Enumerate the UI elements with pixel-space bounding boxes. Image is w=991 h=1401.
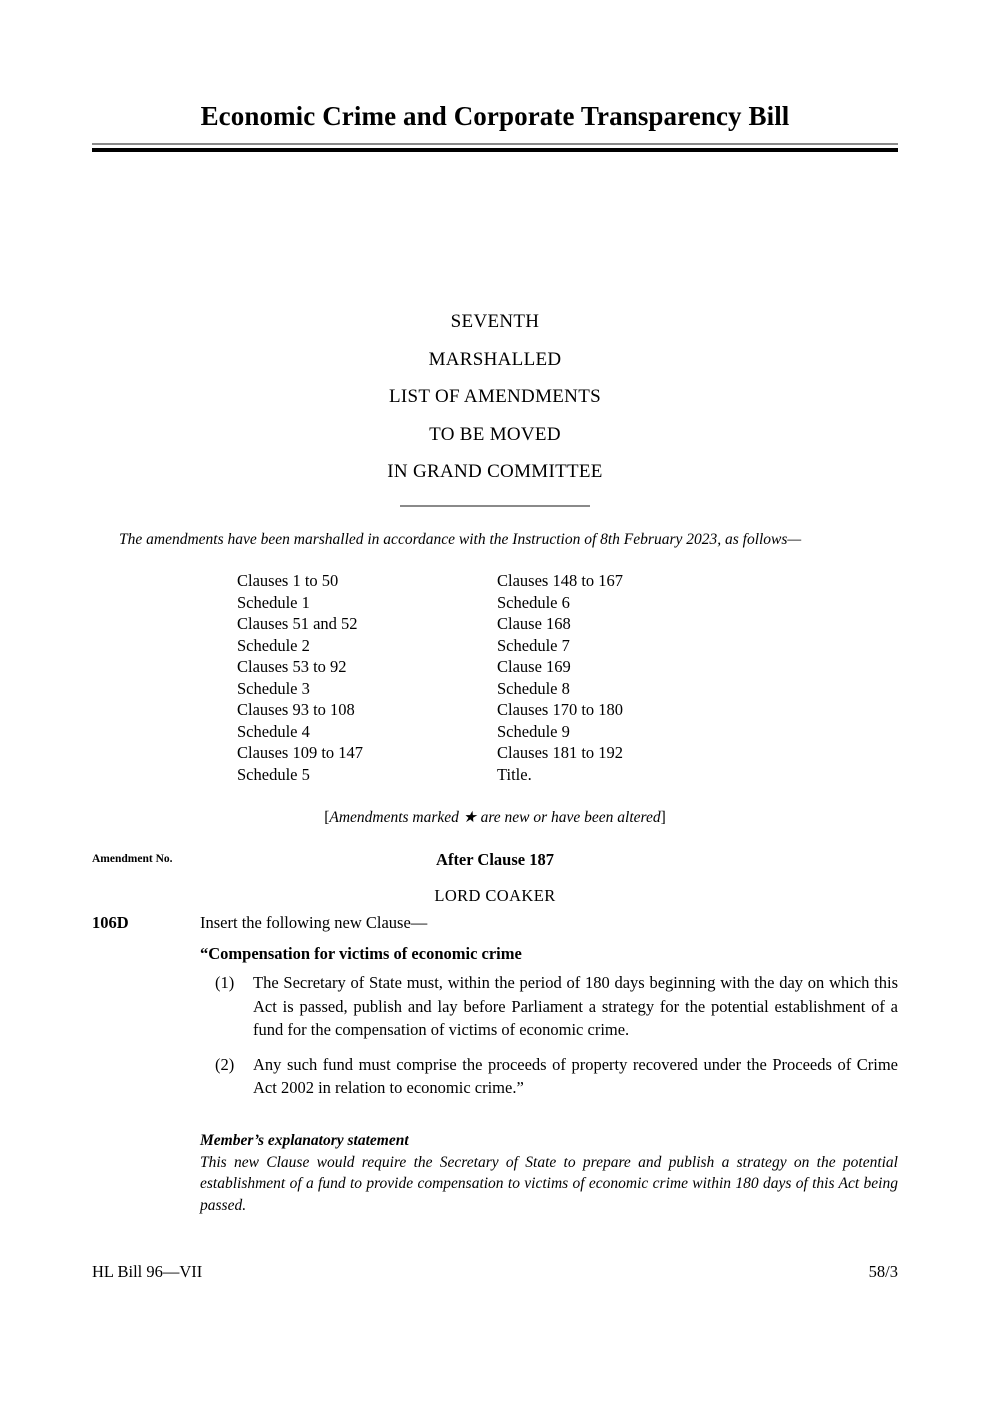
subsection — [215, 1053, 898, 1100]
clause-list-cell: Clause 168 — [497, 614, 571, 633]
title-rule-thick — [92, 148, 898, 152]
page-title: Economic Crime and Corporate Transparency Bill — [200, 101, 790, 131]
after-clause-heading: After Clause 187 — [436, 850, 554, 869]
clause-list-cell: Schedule 6 — [497, 592, 570, 612]
clause-list-cell: Schedule 4 — [237, 721, 310, 741]
clause-list-cell: Clauses 1 to 50 — [237, 571, 339, 590]
subsection-text: Any such fund must comprise the proceeds of property recovered under the Proceeds of Crime Act 2002 in relation to economic crime.” — [253, 1054, 898, 1097]
clause-list-cell: Title. — [497, 764, 532, 784]
clause-list-cell: Clauses 51 and 52 — [237, 614, 358, 633]
title-double-rule — [92, 143, 898, 152]
clause-list-row — [237, 592, 757, 614]
page-number: 58/3 — [868, 1262, 898, 1281]
clause-list-cell: Schedule 2 — [237, 635, 310, 655]
new-clause-heading: “Compensation for victims of economic crime — [200, 944, 522, 963]
new-clause-subsections — [215, 971, 898, 1111]
clause-order-list — [237, 570, 757, 785]
clause-list-cell: Schedule 1 — [237, 592, 310, 612]
explanatory-statement — [200, 1130, 898, 1216]
clause-list-row — [237, 721, 757, 743]
clause-list-row — [237, 656, 757, 678]
clause-list-row — [237, 678, 757, 700]
list-headings — [92, 303, 898, 491]
clause-list-row — [237, 742, 757, 764]
bill-reference: HL Bill 96—VII — [92, 1262, 203, 1281]
heading-line-to-be-moved: TO BE MOVED — [429, 423, 561, 445]
clause-list-cell: Clauses 181 to 192 — [497, 743, 624, 762]
heading-line-in-grand-committee: IN GRAND COMMITTEE — [387, 461, 603, 482]
star-legend-text: Amendments marked ★ are new or have been altered — [329, 809, 661, 826]
clause-list-cell: Clauses 53 to 92 — [237, 657, 347, 676]
clause-list-cell: Clauses 170 to 180 — [497, 700, 624, 719]
heading-line-list-of-amendments: LIST OF AMENDMENTS — [389, 386, 601, 407]
heading-line-seventh: SEVENTH — [450, 311, 540, 332]
subsection-text: The Secretary of State must, within the period of 180 days beginning with the day on which this Act is passed, publish and lay before Parliament a strategy for the potential establishment of a fund for the compensation of victims of economic crime. — [253, 973, 898, 1039]
star-legend — [92, 808, 898, 827]
clause-list-cell: Clause 169 — [497, 657, 571, 676]
clause-list-cell: Clauses 148 to 167 — [497, 571, 624, 590]
subsection — [215, 971, 898, 1042]
clause-list-cell: Schedule 7 — [497, 635, 570, 655]
clause-list-row — [237, 613, 757, 635]
clause-list-cell: Schedule 9 — [497, 721, 570, 741]
clause-list-cell: Clauses 109 to 147 — [237, 743, 364, 762]
insert-instruction: Insert the following new Clause— — [200, 913, 428, 932]
amendment-number-column-label: Amendment No. — [92, 853, 173, 865]
clause-list-row — [237, 699, 757, 721]
clause-list-cell: Clauses 93 to 108 — [237, 700, 355, 719]
section-divider — [400, 505, 590, 507]
page-footer — [92, 1262, 898, 1282]
amendment-number: 106D — [92, 913, 129, 932]
explanatory-statement-text: This new Clause would require the Secretary of State to prepare and publish a strategy on the potential establishment of a fund to provide compensation to victims of economic crime within 180 days of this Act being passed. — [200, 1153, 898, 1214]
marshalling-note: The amendments have been marshalled in accordance with the Instruction of 8th February 2023, as follows— — [119, 531, 802, 548]
star-legend-close-bracket: ] — [660, 809, 666, 826]
explanatory-statement-title: Member’s explanatory statement — [200, 1132, 409, 1149]
clause-list-cell: Schedule 8 — [497, 678, 570, 698]
subsection-marker: (1) — [215, 973, 235, 992]
heading-line-marshalled: MARSHALLED — [428, 348, 562, 370]
clause-list-cell: Schedule 5 — [237, 764, 310, 784]
clause-list-row — [237, 570, 757, 592]
clause-list-cell: Schedule 3 — [237, 678, 310, 698]
clause-list-row — [237, 764, 757, 786]
subsection-marker: (2) — [215, 1054, 235, 1074]
star-legend-open-bracket: [ — [324, 809, 330, 826]
member-name: LORD COAKER — [434, 886, 556, 905]
clause-list-row — [237, 635, 757, 657]
